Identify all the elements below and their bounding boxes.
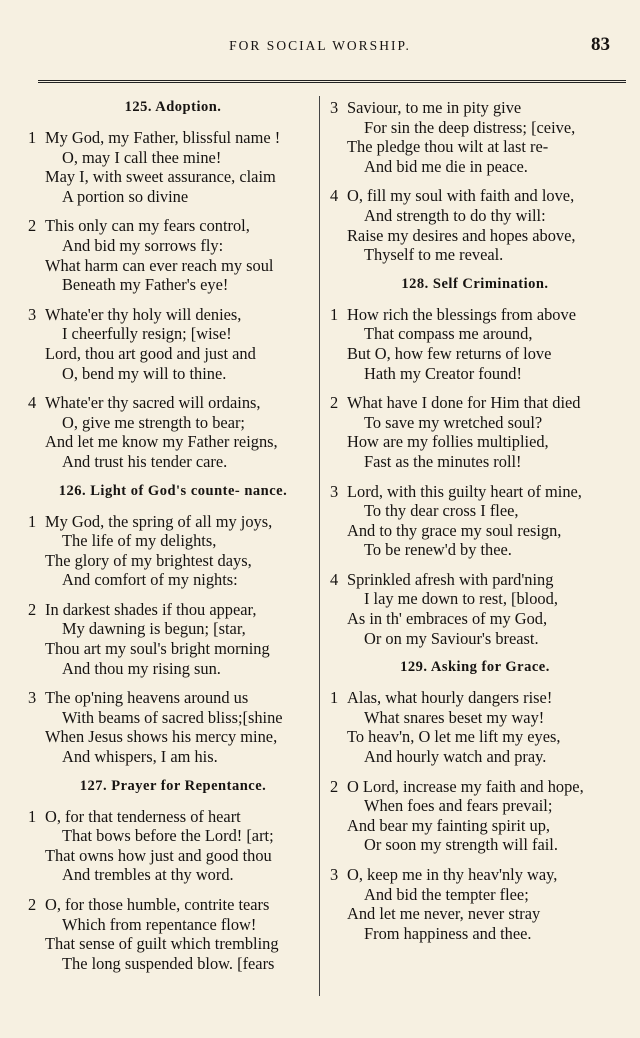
verse-number: 4: [330, 186, 339, 206]
verse-line: Which from repentance flow!: [62, 914, 257, 934]
verse-line: For sin the deep distress; [ceive,: [364, 117, 576, 137]
stanza: [28, 688, 318, 766]
verse-line: To save my wretched soul?: [364, 412, 543, 432]
verse-line: But O, how few returns of love: [347, 343, 552, 363]
stanza: [28, 600, 318, 678]
verse-number: 2: [28, 895, 37, 914]
verse-line: Sprinkled afresh with pard'ning: [347, 569, 554, 589]
verse-line: Thou art my soul's bright morning: [45, 639, 270, 659]
running-head: FOR SOCIAL WORSHIP.: [229, 38, 411, 53]
hymn-title: 126. Light of God's counte- nance.: [58, 482, 288, 499]
verse-number: 2: [330, 393, 339, 413]
verse-line: As in th' embraces of my God,: [347, 609, 548, 629]
verse-line: Or on my Saviour's breast.: [364, 628, 539, 648]
stanza: [28, 393, 318, 471]
verse-line: That compass me around,: [364, 324, 533, 344]
verse-line: Thyself to me reveal.: [364, 245, 504, 265]
verse-line: The life of my delights,: [62, 531, 217, 551]
page-number: 83: [591, 34, 610, 55]
column-divider: [319, 96, 320, 996]
verse-number: 3: [28, 304, 37, 324]
verse-line: This only can my fears control,: [45, 216, 250, 236]
verse-line: O, for those humble, contrite tears: [45, 895, 270, 914]
verse-line: Whate'er thy sacred will ordains,: [45, 393, 261, 413]
verse-line: And bear my fainting spirit up,: [347, 815, 551, 835]
verse-line: How are my follies multiplied,: [347, 432, 549, 452]
stanza: [330, 777, 620, 855]
verse-line: And bid me die in peace.: [364, 156, 528, 176]
header-rule: [38, 80, 626, 83]
verse-line: And trembles at thy word.: [62, 865, 234, 885]
verse-line: What snares beset my way!: [364, 707, 545, 727]
verse-line: O, for that tenderness of heart: [45, 806, 241, 826]
verse-number: 1: [330, 688, 339, 708]
verse-number: 1: [28, 806, 37, 826]
stanza: [330, 865, 620, 943]
stanza: [28, 128, 318, 206]
verse-line: That bows before the Lord! [art;: [62, 826, 274, 846]
verse-line: O, bend my will to thine.: [62, 363, 227, 383]
verse-number: 4: [330, 569, 339, 589]
verse-line: And to thy grace my soul resign,: [347, 520, 562, 540]
stanza: [330, 482, 620, 560]
verse-line: When Jesus shows his mercy mine,: [45, 727, 278, 747]
hymn-title: 127. Prayer for Repentance.: [79, 777, 267, 794]
verse-line: I lay me down to rest, [blood,: [364, 589, 558, 609]
verse-line: In darkest shades if thou appear,: [45, 599, 257, 619]
verse-line: O, keep me in thy heav'nly way,: [347, 865, 558, 884]
stanza: [28, 216, 318, 294]
verse-line: To be renew'd by thee.: [364, 540, 512, 560]
verse-line: Lord, with this guilty heart of mine,: [347, 481, 582, 501]
verse-line: O, may I call thee mine!: [62, 147, 222, 167]
verse-line: The long suspended blow. [fears: [62, 953, 275, 973]
verse-line: The glory of my brightest days,: [45, 550, 252, 570]
verse-line: My dawning is begun; [star,: [62, 619, 246, 639]
verse-number: 4: [28, 393, 37, 413]
verse-line: Fast as the minutes roll!: [364, 451, 522, 471]
verse-line: That owns how just and good thou: [45, 845, 272, 865]
verse-line: And bid the tempter flee;: [364, 884, 529, 904]
hymn-129: [330, 658, 620, 943]
hymn-128: [330, 275, 620, 649]
stanza: [28, 305, 318, 383]
verse-line: May I, with sweet assurance, claim: [45, 167, 276, 187]
hymn-title: 128. Self Crimination.: [401, 275, 549, 292]
stanza: [28, 895, 318, 973]
stanza: [330, 186, 620, 264]
verse-line: How rich the blessings from above: [347, 304, 576, 324]
stanza: [330, 570, 620, 648]
hymn-title: 129. Asking for Grace.: [400, 659, 550, 676]
verse-number: 3: [330, 481, 339, 501]
verse-line: That sense of guilt which trembling: [45, 934, 279, 954]
verse-number: 2: [28, 599, 37, 619]
hymn-127-continued: [330, 98, 620, 265]
verse-line: What have I done for Him that died: [347, 393, 581, 413]
verse-line: And strength to do thy will:: [364, 205, 546, 225]
verse-number: 1: [330, 304, 339, 324]
stanza: [28, 512, 318, 590]
verse-line: Hath my Creator found!: [364, 363, 522, 383]
hymn-title: 125. Adoption.: [124, 99, 222, 115]
verse-line: Whate'er thy holy will denies,: [45, 304, 242, 324]
verse-number: 3: [28, 688, 37, 708]
verse-line: Saviour, to me in pity give: [347, 98, 522, 117]
page-header: [0, 34, 640, 62]
verse-line: A portion so divine: [62, 186, 189, 206]
verse-line: Lord, thou art good and just and: [45, 343, 256, 363]
verse-line: And let me never, never stray: [347, 904, 541, 924]
verse-line: Raise my desires and hopes above,: [347, 225, 576, 245]
verse-number: 3: [330, 98, 339, 117]
verse-line: The pledge thou wilt at last re-: [347, 137, 549, 157]
verse-line: And comfort of my nights:: [62, 570, 238, 590]
verse-line: And whispers, I am his.: [62, 747, 218, 767]
verse-line: To heav'n, O let me lift my eyes,: [347, 727, 561, 747]
right-column: [330, 98, 620, 953]
verse-line: Beneath my Father's eye!: [62, 275, 229, 295]
verse-number: 2: [28, 216, 37, 236]
verse-line: And thou my rising sun.: [62, 658, 221, 678]
stanza: [330, 305, 620, 383]
verse-line: To thy dear cross I flee,: [364, 501, 519, 521]
verse-line: From happiness and thee.: [364, 923, 532, 943]
stanza: [330, 98, 620, 176]
verse-number: 1: [28, 128, 37, 147]
verse-line: I cheerfully resign; [wise!: [62, 324, 232, 344]
stanza: [28, 807, 318, 885]
verse-number: 3: [330, 865, 339, 884]
hymn-126: [28, 482, 318, 767]
stanza: [330, 688, 620, 766]
left-column: [28, 98, 318, 983]
verse-line: And hourly watch and pray.: [364, 747, 547, 767]
verse-line: Alas, what hourly dangers rise!: [347, 688, 553, 708]
verse-line: My God, the spring of all my joys,: [45, 511, 273, 531]
verse-number: 1: [28, 511, 37, 531]
verse-line: O Lord, increase my faith and hope,: [347, 776, 584, 796]
verse-line: What harm can ever reach my soul: [45, 255, 274, 275]
hymn-125: [28, 98, 318, 472]
verse-number: 2: [330, 776, 339, 796]
verse-line: And trust his tender care.: [62, 451, 228, 471]
verse-line: Or soon my strength will fail.: [364, 835, 558, 855]
hymn-127: [28, 777, 318, 974]
verse-line: My God, my Father, blissful name !: [45, 128, 281, 147]
verse-line: With beams of sacred bliss;[shine: [62, 707, 283, 727]
verse-line: The op'ning heavens around us: [45, 688, 249, 708]
verse-line: When foes and fears prevail;: [364, 796, 553, 816]
stanza: [330, 393, 620, 471]
verse-line: And let me know my Father reigns,: [45, 432, 278, 452]
verse-line: O, give me strength to bear;: [62, 412, 245, 432]
verse-line: O, fill my soul with faith and love,: [347, 186, 575, 206]
verse-line: And bid my sorrows fly:: [62, 235, 224, 255]
